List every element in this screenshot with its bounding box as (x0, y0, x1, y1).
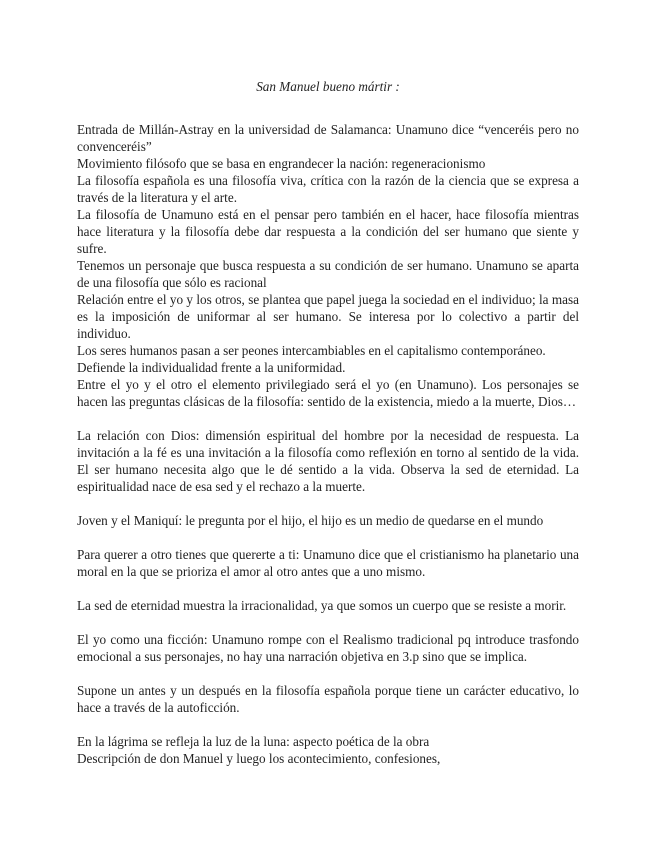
paragraph-1: Entrada de Millán-Astray en la universidad de Salamanca: Unamuno dice “venceréis pero no convenceréis” (77, 122, 579, 154)
paragraph-14: El yo como una ficción: Unamuno rompe con el Realismo tradicional pq introduce trasfondo emocional a sus personajes, no hay una narración objetiva en 3.p sino que se implica. (77, 632, 579, 664)
paragraph-17: Descripción de don Manuel y luego los acontecimiento, confesiones, (77, 751, 441, 766)
paragraph-6: Relación entre el yo y los otros, se plantea que papel juega la sociedad en el individuo; la masa es la imposición de uniformar al ser humano. Se interesa por lo colectivo a partir del individuo. (77, 292, 579, 341)
paragraph-3: La filosofía española es una filosofía viva, crítica con la razón de la ciencia que se expresa a través de la literatura y el arte. (77, 173, 579, 205)
paragraph-12: Para querer a otro tienes que quererte a ti: Unamuno dice que el cristianismo ha planetario una moral en la que se prioriza el amor al otro antes que a uno mismo. (77, 547, 579, 579)
paragraph-16: En la lágrima se refleja la luz de la luna: aspecto poética de la obra (77, 734, 430, 749)
document-title: San Manuel bueno mártir : (256, 79, 400, 94)
paragraph-9: Entre el yo y el otro el elemento privilegiado será el yo (en Unamuno). Los personajes se hacen las preguntas clásicas de la filosofía: sentido de la existencia, miedo a la muerte, Dios… (77, 377, 579, 409)
paragraph-5: Tenemos un personaje que busca respuesta a su condición de ser humano. Unamuno se aparta de una filosofía que sólo es racional (77, 258, 579, 290)
paragraph-11: Joven y el Maniquí: le pregunta por el hijo, el hijo es un medio de quedarse en el mundo (77, 513, 544, 528)
paragraph-15: Supone un antes y un después en la filosofía española porque tiene un carácter educativo, lo hace a través de la autoficción. (77, 683, 579, 715)
paragraph-7: Los seres humanos pasan a ser peones intercambiables en el capitalismo contemporáneo. (77, 343, 546, 358)
paragraph-10: La relación con Dios: dimensión espiritual del hombre por la necesidad de respuesta. La invitación a la fé es una invitación a la filosofía como reflexión en torno al sentido de la vida. El ser humano necesita algo que le dé sentido a la vida. Observa la sed de eternidad. La espiritualidad nace de esa sed y el rechazo a la muerte. (77, 428, 579, 494)
paragraph-2: Movimiento filósofo que se basa en engrandecer la nación: regeneracionismo (77, 156, 486, 171)
paragraph-13: La sed de eternidad muestra la irracionalidad, ya que somos un cuerpo que se resiste a morir. (77, 598, 567, 613)
paragraph-8: Defiende la individualidad frente a la uniformidad. (77, 360, 346, 375)
paragraph-4: La filosofía de Unamuno está en el pensar pero también en el hacer, hace filosofía mientras hace literatura y la filosofía debe dar respuesta a la condición del ser humano que siente y sufre. (77, 207, 579, 256)
